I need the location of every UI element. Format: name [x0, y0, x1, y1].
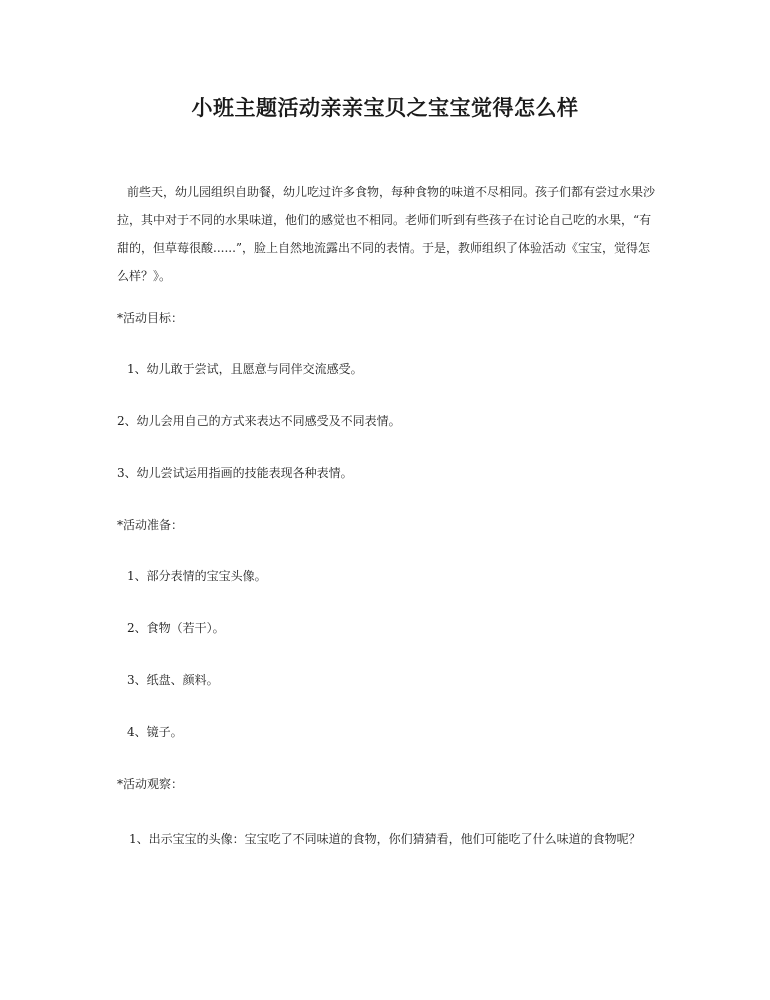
goal-item-3: 3、幼儿尝试运用指画的技能表现各种表情。 [117, 466, 353, 480]
observe-heading: *活动观察： [117, 777, 184, 791]
prep-item-2: 2、食物（若干）。 [127, 621, 225, 635]
prep-item-1: 1、部分表情的宝宝头像。 [127, 569, 267, 583]
goal-item-2: 2、幼儿会用自己的方式来表达不同感受及不同表情。 [117, 414, 401, 428]
intro-paragraph: 前些天，幼儿园组织自助餐，幼儿吃过许多食物，每种食物的味道不尽相同。孩子们都有尝过水果沙拉，其中对于不同的水果味道，他们的感觉也不相同。老师们听到有些孩子在讨论自己吃的水果，“有甜的，但草莓很酸......”，脸上自然地流露出不同的表情。于是，教师组织了体验活动《宝宝，觉得怎么样？》。 [117, 185, 656, 283]
goal-item-1: 1、幼儿敢于尝试，且愿意与同伴交流感受。 [127, 362, 363, 376]
document-title: 小班主题活动亲亲宝贝之宝宝觉得怎么样 [191, 95, 579, 120]
prep-item-3: 3、纸盘、颜料。 [127, 673, 219, 687]
observe-item-1: 1、出示宝宝的头像：宝宝吃了不同味道的食物，你们猜猜看，他们可能吃了什么味道的食物呢？ [129, 832, 641, 846]
goals-heading: *活动目标： [117, 311, 184, 325]
prep-heading: *活动准备： [117, 518, 184, 532]
prep-item-4: 4、镜子。 [127, 725, 183, 739]
